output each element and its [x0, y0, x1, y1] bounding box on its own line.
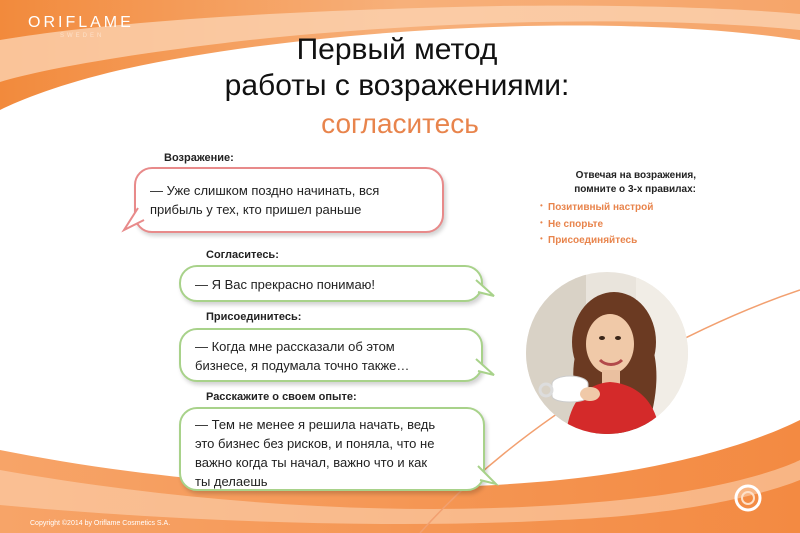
- experience-bubble: [179, 407, 485, 491]
- rules-title-line: Отвечая на возражения,: [575, 170, 696, 181]
- slide-subtitle: согласитесь: [321, 108, 479, 139]
- copyright-text: Copyright ©2014 by Oriflame Cosmetics S.A.: [30, 520, 171, 527]
- experience-text-line: это бизнес без рисков, и поняла, что не: [195, 436, 435, 451]
- brand-logo: ORIFLAME: [28, 14, 134, 31]
- join-text-line: бизнесе, я подумала точно также…: [195, 358, 410, 373]
- objection-text-line: прибыль у тех, кто пришел раньше: [150, 202, 362, 217]
- objection-label: Возражение:: [164, 152, 234, 164]
- bullet-icon: •: [540, 234, 543, 243]
- brand-logo-subtitle: SWEDEN: [60, 33, 105, 39]
- slide-title-line-2: работы с возражениями:: [224, 69, 570, 102]
- rules-title: [526, 169, 696, 197]
- rule-item: Присоединяйтесь: [548, 235, 638, 246]
- agree-bubble: [179, 265, 483, 302]
- join-text-line: — Когда мне рассказали об этом: [195, 339, 395, 354]
- experience-bubble-tail: [474, 462, 500, 490]
- experience-label: Расскажите о своем опыте:: [206, 391, 357, 403]
- join-bubble: [179, 328, 483, 382]
- bullet-icon: •: [540, 201, 543, 210]
- objection-bubble-tail: [120, 206, 146, 234]
- experience-text-line: ты делаешь: [195, 474, 268, 489]
- agree-bubble-tail: [472, 276, 498, 302]
- woman-with-cup-photo: [526, 272, 688, 434]
- rule-item: Позитивный настрой: [548, 202, 654, 213]
- join-bubble-tail: [472, 355, 498, 381]
- agree-label: Согласитесь:: [206, 249, 279, 261]
- agree-text-line: — Я Вас прекрасно понимаю!: [195, 277, 376, 292]
- experience-text-line: важно когда ты начал, важно что и как: [195, 455, 428, 470]
- experience-text-line: — Тем не менее я решила начать, ведь: [195, 417, 436, 432]
- rule-item: Не спорьте: [548, 219, 604, 230]
- slide-title-line-1: Первый метод: [296, 33, 498, 66]
- join-label: Присоединитесь:: [206, 311, 302, 323]
- oriflame-ring-icon: [730, 480, 766, 516]
- objection-text-line: — Уже слишком поздно начинать, вся: [150, 183, 380, 198]
- objection-bubble: [134, 167, 444, 233]
- bullet-icon: •: [540, 218, 543, 227]
- rules-title-line: помните о 3-х правилах:: [574, 184, 696, 195]
